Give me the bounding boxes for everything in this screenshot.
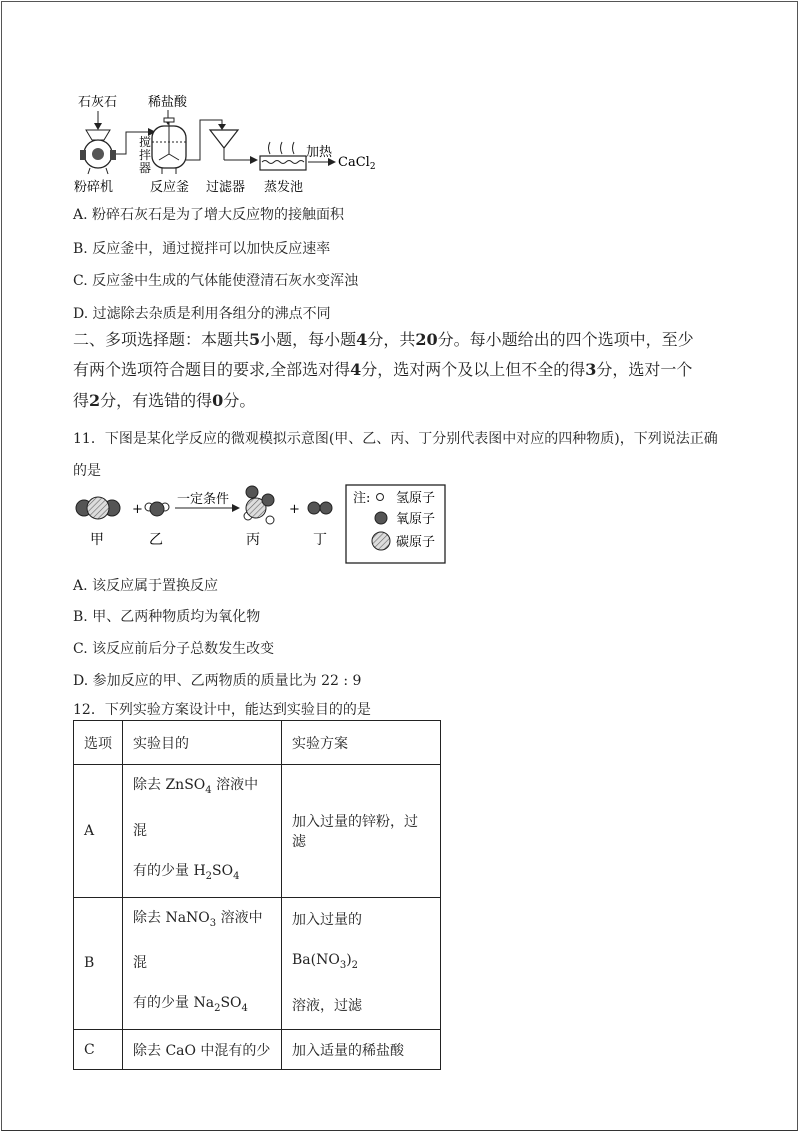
table-row bbox=[74, 1030, 441, 1070]
q12-stem: 12．下列实验方案设计中，能达到实验目的的是 bbox=[73, 702, 371, 718]
plus-sign-2: + bbox=[289, 502, 300, 517]
molecule-ding bbox=[308, 502, 332, 514]
header-purpose: 实验目的 bbox=[123, 721, 282, 765]
label-reactor: 反应釜 bbox=[150, 180, 190, 195]
carbon-atom-icon bbox=[372, 532, 390, 550]
reaction-legend bbox=[346, 485, 445, 563]
label-filter: 过滤器 bbox=[206, 180, 246, 195]
section2-line2: 有两个选项符合题目的要求,全部选对得4分，选对两个及以上但不全的得3分，选对一个 bbox=[73, 360, 693, 379]
label-crusher: 粉碎机 bbox=[74, 180, 114, 195]
label-evaporator: 蒸发池 bbox=[264, 180, 304, 195]
row-c-option: C bbox=[74, 1030, 123, 1070]
q10-option-a: A. 粉碎石灰石是为了增大反应物的接触面积 bbox=[73, 207, 345, 223]
label-product: CaCl$_2$ bbox=[338, 155, 376, 172]
q12-table bbox=[73, 720, 441, 1070]
header-option: 选项 bbox=[74, 721, 123, 765]
legend-hydrogen: 氢原子 bbox=[396, 491, 436, 506]
q11-option-b: B. 甲、乙两种物质均为氧化物 bbox=[73, 609, 261, 625]
q11-option-c: C. 该反应前后分子总数发生改变 bbox=[73, 641, 275, 657]
label-limestone: 石灰石 bbox=[78, 95, 118, 110]
q10-option-b: B. 反应釜中，通过搅拌可以加快反应速率 bbox=[73, 241, 331, 257]
q11-option-a: A. 该反应属于置换反应 bbox=[73, 578, 219, 594]
molecule-bing bbox=[244, 486, 274, 524]
q11-option-d: D. 参加反应的甲、乙两物质的质量比为 22 : 9 bbox=[73, 673, 362, 689]
q10-option-d: D. 过滤除去杂质是利用各组分的沸点不同 bbox=[73, 306, 331, 322]
q10-option-c: C. 反应釜中生成的气体能使澄清石灰水变浑浊 bbox=[73, 273, 359, 289]
process-flow-svg bbox=[70, 90, 390, 200]
row-c-method: 加入适量的稀盐酸 bbox=[282, 1030, 441, 1070]
name-jia: 甲 bbox=[90, 532, 104, 548]
section2-line1: 二、多项选择题：本题共5小题，每小题4分，共20分。每小题给出的四个选项中，至少 bbox=[73, 330, 694, 349]
reaction-condition: 一定条件 bbox=[177, 492, 230, 507]
legend-oxygen: 氧原子 bbox=[396, 512, 436, 527]
label-dilute-hcl: 稀盐酸 bbox=[148, 95, 188, 110]
reactor-icon bbox=[152, 118, 186, 174]
q11-stem-line2: 的是 bbox=[73, 463, 101, 479]
label-heating: 加热 bbox=[306, 145, 333, 160]
label-stirrer-3: 器 bbox=[139, 161, 152, 175]
label-stirrer-1: 搅 bbox=[139, 135, 152, 149]
hydrogen-atom-icon bbox=[377, 494, 384, 501]
molecule-yi bbox=[145, 502, 169, 516]
evaporation-pool-icon bbox=[260, 142, 306, 170]
row-b-method: 加入过量的 $Ba(NO_3)_2$ 溶液，过滤 bbox=[282, 897, 441, 1030]
name-yi: 乙 bbox=[149, 532, 163, 548]
molecule-jia bbox=[76, 497, 120, 519]
row-b-purpose: 除去 NaNO$_3$ 溶液中混 有的少量 $Na_2SO_4$ bbox=[123, 897, 282, 1030]
row-a-option: A bbox=[74, 765, 123, 898]
section2-line3: 得2分，有选错的得0分。 bbox=[73, 391, 256, 410]
name-ding: 丁 bbox=[313, 532, 327, 548]
legend-carbon: 碳原子 bbox=[396, 535, 436, 550]
header-method: 实验方案 bbox=[282, 721, 441, 765]
oxygen-atom-icon bbox=[375, 512, 387, 524]
filter-icon bbox=[210, 130, 238, 160]
table-row bbox=[74, 897, 441, 1030]
table-row bbox=[74, 765, 441, 898]
row-a-purpose: 除去 ZnSO$_4$ 溶液中混 有的少量 $H_2SO_4$ bbox=[123, 765, 282, 898]
row-a-method: 加入过量的锌粉，过滤 bbox=[282, 765, 441, 898]
reaction-diagram bbox=[70, 484, 450, 566]
name-bing: 丙 bbox=[246, 532, 260, 548]
crusher-icon bbox=[80, 130, 116, 174]
plus-sign-1: + bbox=[132, 502, 143, 517]
legend-title: 注: bbox=[353, 491, 371, 506]
q11-stem-line1: 11．下图是某化学反应的微观模拟示意图(甲、乙、丙、丁分别代表图中对应的四种物质)，下列说法正确 bbox=[73, 431, 718, 447]
label-stirrer-2: 拌 bbox=[139, 148, 152, 162]
row-b-option: B bbox=[74, 897, 123, 1030]
table-header-row bbox=[74, 721, 441, 765]
row-c-purpose: 除去 CaO 中混有的少 bbox=[123, 1030, 282, 1070]
